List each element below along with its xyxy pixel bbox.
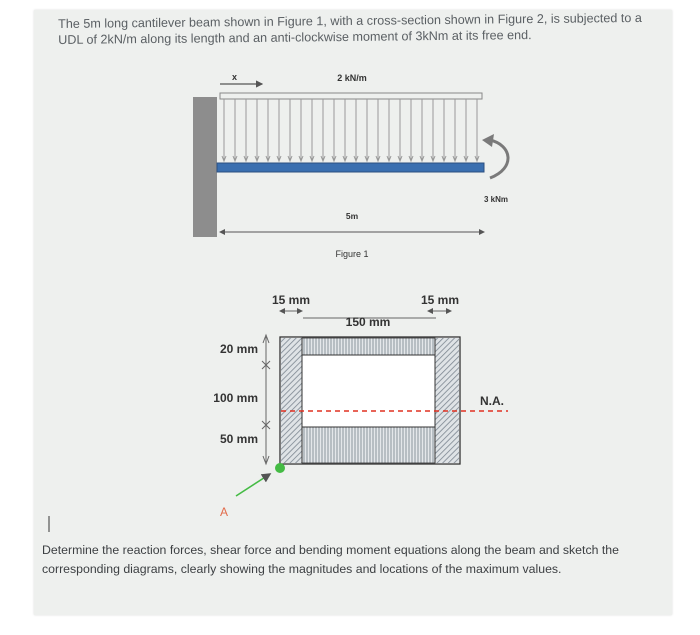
moment-arrowhead [482,134,494,147]
problem-task: Determine the reaction forces, shear force and bending moment equations along the beam and sketch the corresponding diagrams, clearly showing the magnitudes and locations of the maximum values. [42,543,619,576]
section-hollow [302,355,435,427]
bottom-flange-height-label: 50 mm [219,432,258,446]
figure-2 [213,293,508,519]
udl-label: 2 kN/m [337,73,367,83]
left-web-thickness-label: 15 mm [271,293,311,307]
udl-load [220,93,482,161]
cantilever-beam [217,163,484,172]
moment-label: 3 kNm [484,195,509,204]
x-axis-label: x [232,72,238,82]
point-a-marker [275,463,285,473]
figure-1-caption: Figure 1 [335,249,369,259]
hollow-height-label: 100 mm [213,391,258,405]
top-flange [302,338,435,355]
left-web [281,338,302,463]
problem-intro: The 5m long cantilever beam shown in Figure 1, with a cross-section shown in Figure 2, is subjected to a UDL of 2kN/m along its length and an anti-clockwise moment of 3kNm at its free end. [58,10,642,47]
neutral-axis-label: N.A. [480,394,504,408]
top-flange-height-label: 20 mm [219,342,258,356]
point-a-arrow [236,474,270,496]
right-web-thickness-label: 15 mm [420,293,460,307]
fixed-support-wall [193,97,217,237]
point-a-label: A [220,505,229,519]
width-label: 150 mm [345,315,391,329]
figure-1 [193,72,508,259]
length-label: 5m [345,211,359,221]
right-web [435,338,459,463]
applied-moment-arrow [490,140,508,178]
bottom-flange [302,427,435,463]
